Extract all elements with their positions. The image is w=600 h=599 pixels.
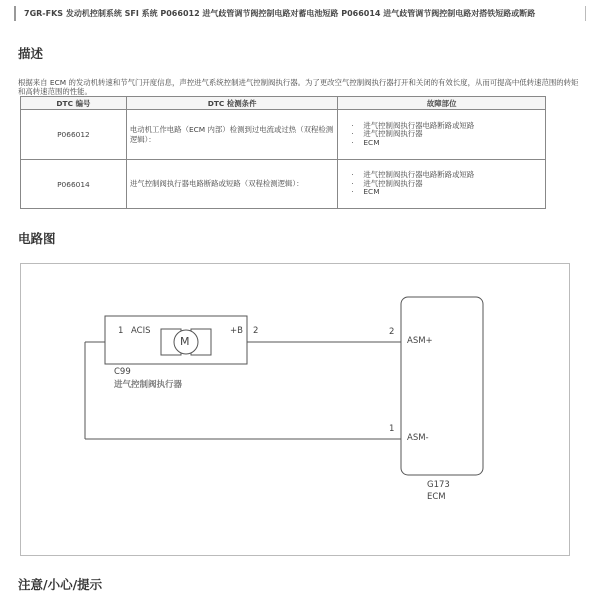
section-circuit-title: 电路图 [18,231,56,246]
plus-b-label: +B [230,326,243,336]
dtc-code: P066012 [21,110,127,160]
ecm-pin-bottom: 1 [389,424,395,434]
trouble-area-item: · ECM [341,139,542,148]
trouble-area-item: · 进气控制阀执行器 [341,180,542,189]
section-description-title: 描述 [18,46,44,61]
actuator-pin-right: 2 [253,326,259,336]
actuator-pin-left: 1 [118,326,124,336]
actuator-connector: C99 [114,367,131,377]
column-header-condition: DTC 检测条件 [126,97,338,110]
table-row [21,160,546,209]
column-header-location: 故障部位 [338,97,546,110]
dtc-table-header [21,97,546,110]
description-text: 根据来自 ECM 的发动机转速和节气门开度信息，声控进气系统控制进气控制阀执行器。为了更改空气控制阀执行器打开和关闭的有效长度，从而可提高中低转速范围的转矩和高转速范围的性能。 [18,78,579,96]
dtc-code: P066014 [21,160,127,209]
page-title: 7GR-FKS 发动机控制系统 SFI 系统 P066012 进气歧管调节阀控制电路对蓄电池短路 P066014 进气歧管调节阀控制电路对搭铁短路或断路 [24,9,536,18]
asm-plus-label: ASM+ [407,336,433,346]
ecm-connector: G173 [427,480,450,490]
trouble-area [338,160,546,209]
trouble-area-item: · 进气控制阀执行器 [341,130,542,139]
table-row [21,110,546,160]
dtc-table [20,96,546,209]
asm-minus-label: ASM- [407,433,429,443]
detection-condition: 进气控制阀执行器电路断路或短路（双程检测逻辑）： [126,160,338,209]
motor-label: M [180,335,190,348]
acis-label: ACIS [131,326,151,336]
ecm-name: ECM [427,492,446,502]
actuator-name: 进气控制阀执行器 [114,380,183,390]
page-header [14,6,586,21]
column-header-code: DTC 编号 [21,97,127,110]
ecm-box [401,297,483,475]
circuit-diagram [20,263,570,556]
trouble-area [338,110,546,160]
trouble-area-item: · ECM [341,188,542,197]
circuit-drawing [21,264,569,555]
detection-condition: 电动机工作电路（ECM 内部）检测到过电流或过热（双程检测逻辑）： [126,110,338,160]
section-notes-title: 注意/小心/提示 [18,577,103,592]
trouble-area-item: · 进气控制阀执行器电路断路或短路 [341,171,542,180]
ecm-pin-top: 2 [389,327,395,337]
trouble-area-item: · 进气控制阀执行器电路断路或短路 [341,122,542,131]
